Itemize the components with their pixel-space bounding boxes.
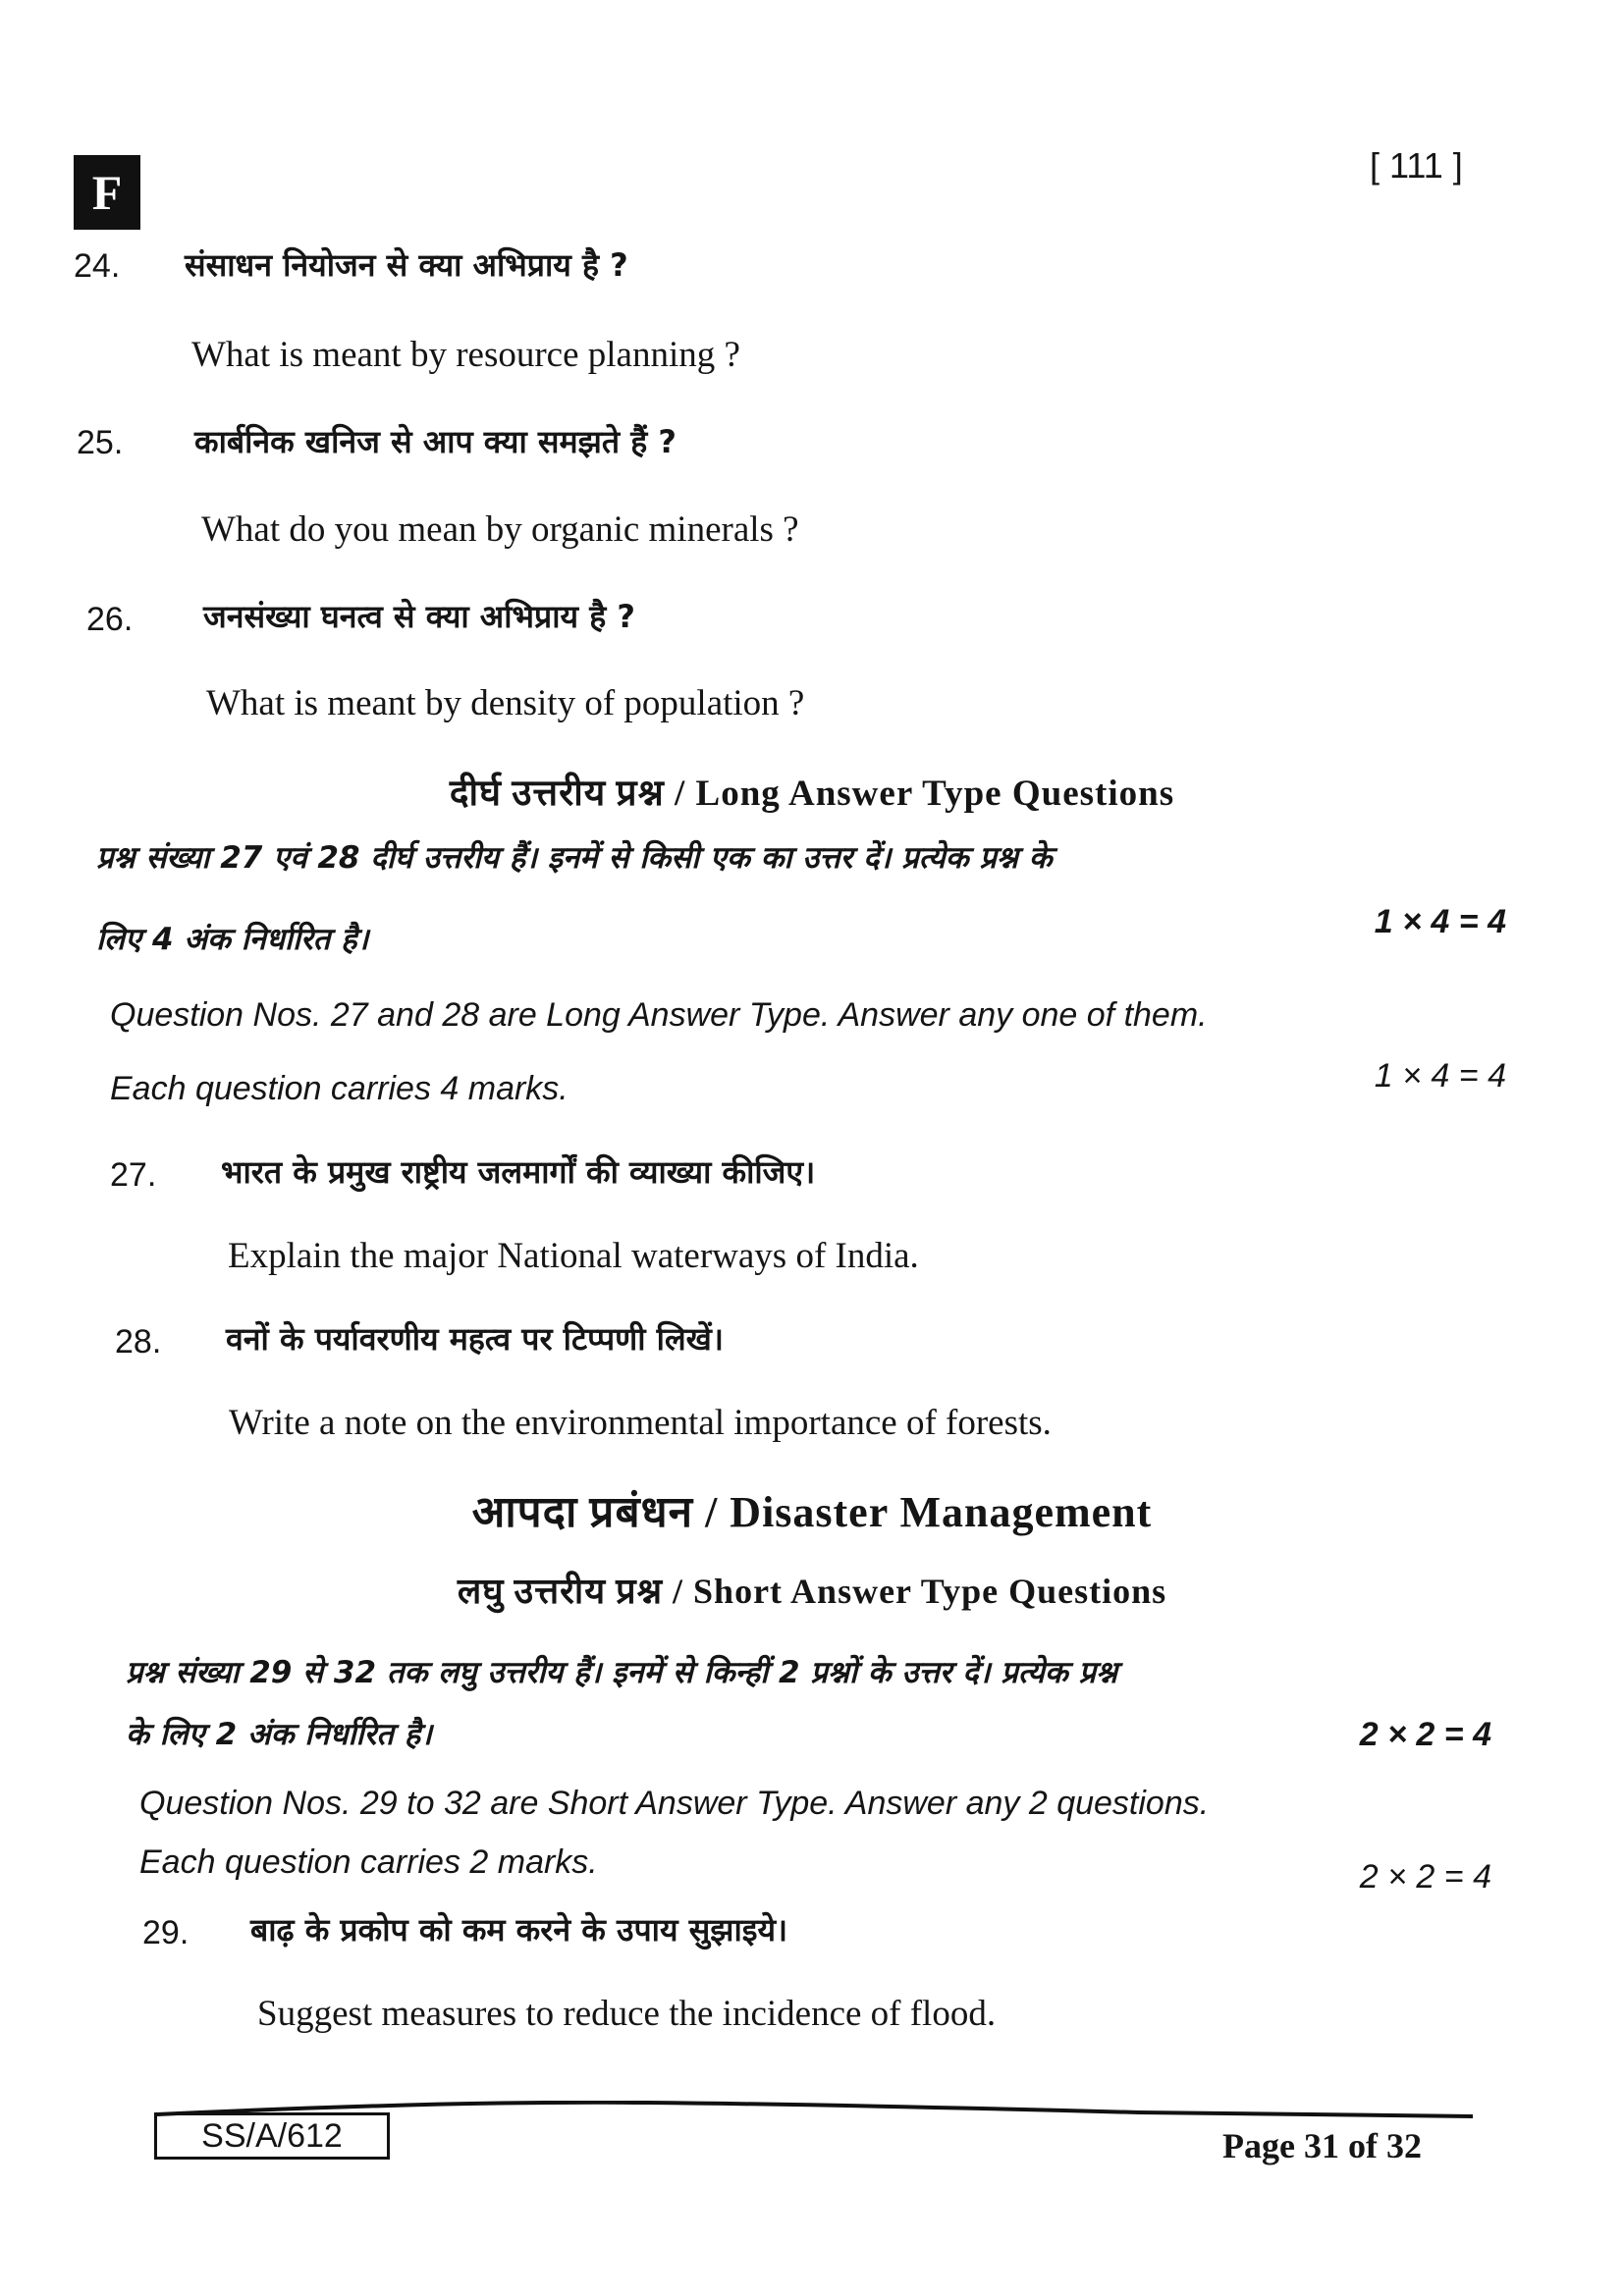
instruction-english: Each question carries 4 marks. <box>110 1070 568 1107</box>
question-english: Explain the major National waterways of India. <box>228 1236 919 1276</box>
question-english: Suggest measures to reduce the incidence of flood. <box>257 1994 997 2034</box>
question-hindi: संसाधन नियोजन से क्या अभिप्राय है ? <box>185 246 628 284</box>
question-hindi: वनों के पर्यावरणीय महत्व पर टिप्पणी लिखें। <box>226 1320 724 1358</box>
instruction-hindi: प्रश्न संख्या 29 से 32 तक लघु उत्तरीय हैं। इनमें से किन्हीं 2 प्रश्नों के उत्तर दें। प्रत्येक प्रश्न <box>126 1655 1118 1690</box>
marks-english: 2 × 2 = 4 <box>1359 1858 1491 1896</box>
instruction-english: Question Nos. 27 and 28 are Long Answer Type. Answer any one of them. <box>110 996 1208 1034</box>
question-english: Write a note on the environmental importance of forests. <box>229 1403 1052 1443</box>
marks-hindi: 2 × 2 = 4 <box>1359 1716 1491 1753</box>
question-hindi: भारत के प्रमुख राष्ट्रीय जलमार्गों की व्याख्या कीजिए। <box>221 1153 816 1191</box>
section-heading-disaster: आपदा प्रबंधन / Disaster Management <box>471 1488 1153 1536</box>
question-english: What is meant by density of population ? <box>206 683 805 723</box>
question-number: 28. <box>115 1323 162 1361</box>
question-hindi: बाढ़ के प्रकोप को कम करने के उपाय सुझाइये। <box>250 1911 788 1949</box>
marks-english: 1 × 4 = 4 <box>1374 1057 1506 1095</box>
question-hindi: कार्बनिक खनिज से आप क्या समझते हैं ? <box>194 423 677 460</box>
question-english: What is meant by resource planning ? <box>191 335 740 375</box>
instruction-english: Each question carries 2 marks. <box>139 1843 598 1881</box>
instruction-hindi: के लिए 2 अंक निर्धारित है। <box>126 1717 432 1752</box>
question-number: 24. <box>74 247 121 285</box>
page-number: Page 31 of 32 <box>1222 2126 1422 2165</box>
instruction-hindi: लिए 4 अंक निर्धारित है। <box>96 922 369 957</box>
question-hindi: जनसंख्या घनत्व से क्या अभिप्राय है ? <box>203 598 635 635</box>
question-number: 29. <box>142 1914 189 1951</box>
question-number: 27. <box>110 1156 157 1194</box>
page-reference: [ 111 ] <box>1370 145 1463 186</box>
section-heading-long: दीर्घ उत्तरीय प्रश्न / Long Answer Type Questions <box>449 774 1175 814</box>
instruction-english: Question Nos. 29 to 32 are Short Answer Type. Answer any 2 questions. <box>139 1785 1210 1822</box>
instruction-hindi: प्रश्न संख्या 27 एवं 28 दीर्घ उत्तरीय हैं। इनमें से किसी एक का उत्तर दें। प्रत्येक प्रश्न के <box>96 840 1053 876</box>
marks-hindi: 1 × 4 = 4 <box>1374 903 1506 940</box>
subheading-short: लघु उत्तरीय प्रश्न / Short Answer Type Questions <box>457 1572 1167 1611</box>
question-number: 25. <box>77 424 124 461</box>
paper-code: SS/A/612 <box>154 2112 390 2160</box>
set-label-badge: F <box>74 155 140 230</box>
question-english: What do you mean by organic minerals ? <box>201 509 799 550</box>
question-number: 26. <box>86 601 134 638</box>
